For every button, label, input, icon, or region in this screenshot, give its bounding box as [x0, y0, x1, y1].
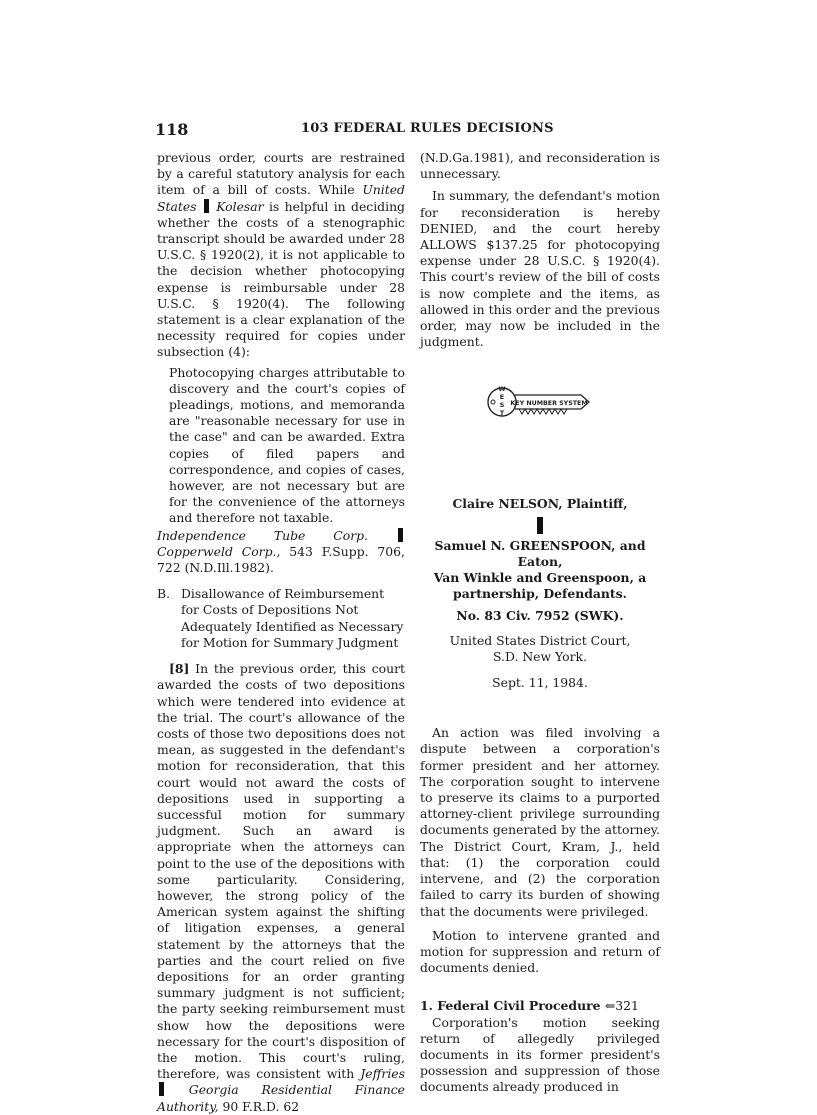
paragraph: In summary, the defendant's motion for reconsideration is hereby DENIED, and the court hereby ALLOWS $137.25 for photocopying expense under 28 U.S.C. § 1920(4). This court's review of the bill of costs is now complete and the items, as allowed in this order and the previous order, may now be included in the judgment. — [420, 188, 660, 350]
case-name: Kolesar — [216, 198, 264, 214]
svg-text:W: W — [498, 385, 506, 394]
redaction-mark — [204, 199, 209, 213]
case-defendants: partnership, Defendants. — [453, 586, 627, 602]
running-title: 103 FEDERAL RULES DECISIONS — [301, 121, 554, 136]
svg-text:T: T — [499, 409, 505, 418]
case-defendants: Van Winkle and Greenspoon, a — [433, 570, 647, 586]
key-number-logo — [420, 380, 660, 424]
paragraph: [8] In the previous order, this court awarded the costs of two depositions which were tendered into evidence at the trial. The court's allowance of the costs of those two depositions does not mean, as suggested in the defendant's motion for reconsideration, that this court would not award the costs of depositions used in supporting a successful motion for summary judgment. Such an award is appropriate when the attorneys can point to the use of the depositions with some particularity. Considering, however, the strong policy of the American system against the shifting of litigation expenses, a general statement by the attorneys that the parties and the court relied on five depositions for an order granting summary judgment is not sufficient; the party seeking reimbursement must show how the depositions were necessary for the court's disposition of the motion. This court's ruling, therefore, was consistent with Jeffries Georgia Residential Finance Authority, 90 F.R.D. 62 — [157, 661, 405, 1114]
paragraph: (N.D.Ga.1981), and reconsideration is unnecessary. — [420, 150, 660, 182]
syllabus: An action was filed involving a dispute between a corporation's former president and her attorney. The corporation sought to intervene to preserve its claims to a purported attorney-client privilege surrounding documents generated by the attorney. The District Court, Kram, J., held that: (1) the corporation could intervene, and (2) the corporation failed to carry its burden of showing that the documents were privileged. — [420, 725, 660, 919]
court-name: United States District Court, — [449, 632, 631, 648]
disposition: Motion to intervene granted and motion for suppression and return of documents denied. — [420, 927, 660, 976]
page-header — [155, 120, 665, 140]
decision-date: Sept. 11, 1984. — [492, 675, 588, 691]
key-number-heading: 1. Federal Civil Procedure ⇐321 — [420, 998, 639, 1014]
headnote-number: [8] — [169, 661, 190, 677]
case-name: Georgia Residential Finance Authority, — [157, 1082, 405, 1114]
redaction-mark — [537, 517, 543, 534]
paragraph: previous order, courts are restrained by a careful statutory analysis for each item of a bill of costs. While United States Kolesar is helpful in deciding whether the costs of a stenographic transcript should be awarded under 28 U.S.C. § 1920(2), it is not applicable to the decision whether photocopying expense is reimbursable under 28 U.S.C. § 1920(4). The following statement is a clear explanation of the necessity required for copies under subsection (4): — [157, 150, 405, 360]
citation: Independence Tube Corp. Copperweld Corp., 543 F.Supp. 706, 722 (N.D.Ill.1982). — [157, 527, 405, 576]
svg-text:E: E — [499, 393, 505, 402]
key-number-logo-icon — [485, 380, 595, 424]
block-quote: Photocopying charges attributable to discovery and the court's copies of pleadings, motions, and memoranda are "reasonable necessary for use in the case" and can be awarded. Extra copies of filed papers and correspondence, and copies of cases, however, are not necessary but are for the convenience of the attorneys and therefore not taxable. — [169, 364, 405, 526]
case-plaintiff: Claire NELSON, Plaintiff, — [452, 496, 628, 512]
redaction-mark — [398, 528, 403, 542]
case-name: Jeffries — [360, 1066, 405, 1082]
case-defendants: Samuel N. GREENSPOON, and Eaton, — [434, 537, 646, 569]
page-number: 118 — [155, 120, 189, 139]
redaction-mark — [159, 1082, 164, 1096]
court-district: S.D. New York. — [492, 648, 587, 664]
left-column — [157, 150, 405, 1115]
docket-number: No. 83 Civ. 7952 (SWK). — [456, 608, 624, 624]
right-column — [420, 150, 660, 1096]
svg-text:S: S — [499, 401, 505, 410]
headnote-text: Corporation's motion seeking return of allegedly privileged documents in its former president's possession and suppression of those documents already produced in — [420, 1014, 660, 1095]
section-subheading: B. Disallowance of Reimbursement for Costs of Depositions Not Adequately Identified as Necessary for Motion for Summary Judgment — [157, 586, 404, 650]
key-symbol-icon: ⇐ — [604, 998, 616, 1014]
svg-text:KEY NUMBER SYSTEM: KEY NUMBER SYSTEM — [510, 400, 588, 408]
case-name: United States — [157, 182, 405, 214]
